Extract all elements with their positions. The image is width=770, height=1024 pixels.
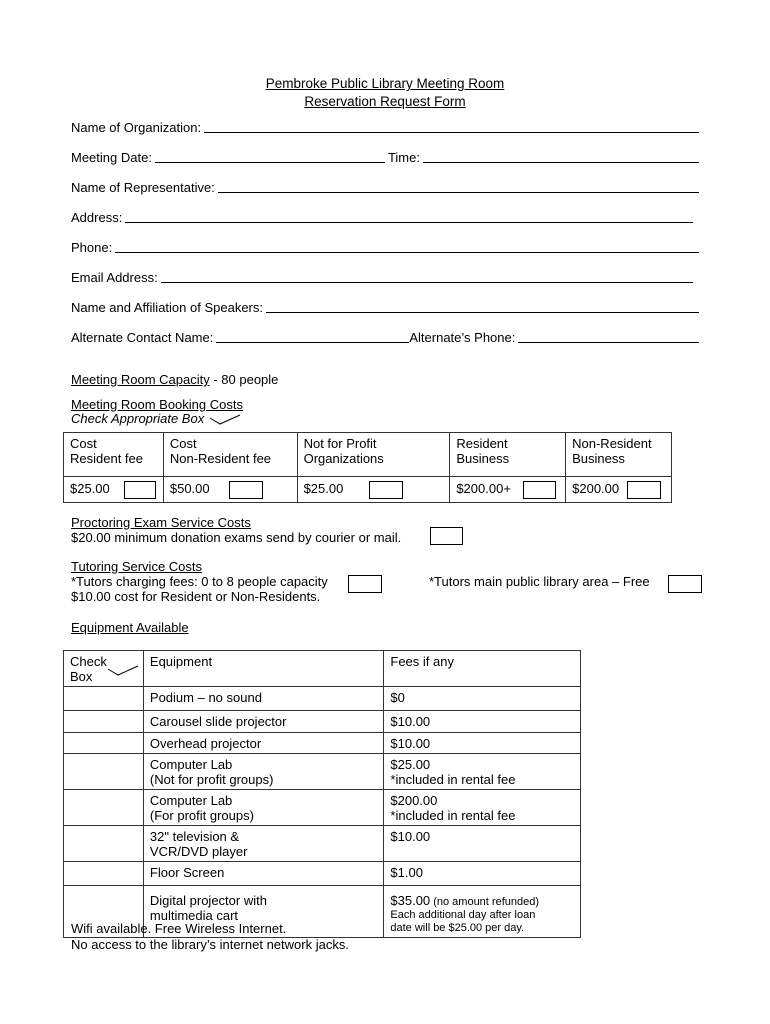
- equipment-fee-line2: Each additional day after loan: [390, 909, 536, 921]
- equipment-row-item: [143, 826, 383, 862]
- booking-col-5-line2: Business: [572, 451, 625, 466]
- booking-heading-block: [71, 398, 243, 426]
- alt-contact-label: Alternate Contact Name:: [71, 330, 214, 345]
- organization-field[interactable]: [71, 117, 699, 135]
- equipment-row-item: [143, 711, 383, 733]
- equipment-fee-line1: $1.00: [390, 865, 423, 880]
- equipment-item-line1: Carousel slide projector: [149, 714, 287, 729]
- equipment-header-equipment: Equipment: [143, 651, 383, 687]
- alt-contact-field[interactable]: [71, 327, 699, 345]
- booking-checkbox-non-resident-business[interactable]: [627, 481, 661, 499]
- address-field[interactable]: [71, 207, 693, 225]
- equipment-fee-line1: $25.00: [390, 757, 431, 772]
- booking-heading: Meeting Room Booking Costs: [71, 397, 243, 412]
- speakers-label: Name and Affiliation of Speakers:: [71, 300, 263, 315]
- equipment-item-line1: Computer Lab: [149, 793, 233, 808]
- booking-subheading-text: Check Appropriate Box: [71, 411, 205, 426]
- booking-checkbox-resident[interactable]: [124, 481, 156, 499]
- proctoring-checkbox[interactable]: [430, 527, 463, 545]
- equipment-header-check: [64, 651, 144, 687]
- equipment-fee-line1: $0: [390, 690, 405, 705]
- tutoring-fees-checkbox[interactable]: [348, 575, 382, 593]
- booking-subheading: [71, 412, 243, 426]
- tutoring-block: [71, 559, 328, 604]
- meeting-date-line[interactable]: [155, 149, 385, 163]
- equipment-row-item: [143, 754, 383, 790]
- equipment-item-line1: Podium – no sound: [149, 690, 262, 705]
- booking-col-2-line2: Non-Resident fee: [169, 451, 272, 466]
- equipment-header-check-line2: Box: [70, 669, 93, 684]
- equipment-row-fee: [384, 790, 581, 826]
- proctoring-block: [71, 515, 401, 545]
- email-line[interactable]: [161, 269, 693, 283]
- form-title: [0, 75, 770, 111]
- organization-line[interactable]: [204, 119, 699, 133]
- booking-price-1: $25.00: [64, 477, 164, 503]
- booking-col-4-line1: Resident: [456, 436, 508, 451]
- equipment-row-item: [143, 687, 383, 711]
- equipment-row-item: [143, 862, 383, 886]
- footer-notes: [71, 921, 349, 953]
- speakers-line[interactable]: [266, 299, 699, 313]
- booking-price-2: $50.00: [163, 477, 297, 503]
- equipment-item-line1: 32" television &: [149, 829, 240, 844]
- equipment-row-checkbox[interactable]: [64, 733, 144, 754]
- equipment-fee-line1: $10.00: [390, 736, 431, 751]
- booking-col-5-line1: Non-Resident: [572, 436, 652, 451]
- equipment-row-fee: [384, 826, 581, 862]
- proctoring-text: $20.00 minimum donation exams send by courier or mail.: [71, 530, 402, 545]
- capacity-label: Meeting Room Capacity: [71, 372, 210, 387]
- booking-price-3: $25.00: [297, 477, 450, 503]
- equipment-fee-line1: $200.00: [390, 793, 438, 808]
- equipment-row: [64, 733, 581, 754]
- booking-col-2: [163, 433, 297, 477]
- equipment-fee-line2: *included in rental fee: [390, 772, 516, 787]
- booking-col-1: [64, 433, 164, 477]
- booking-checkbox-non-resident[interactable]: [229, 481, 263, 499]
- checkmark-icon: [208, 414, 242, 426]
- booking-col-3-line1: Not for Profit: [303, 436, 377, 451]
- tutoring-free-checkbox[interactable]: [668, 575, 702, 593]
- equipment-fee-main: $35.00: [390, 893, 431, 908]
- title-line-1: Pembroke Public Library Meeting Room: [265, 76, 505, 91]
- equipment-row-fee: [384, 687, 581, 711]
- equipment-row-item: [143, 790, 383, 826]
- equipment-row-fee: [384, 862, 581, 886]
- tutoring-line2: $10.00 cost for Resident or Non-Residents.: [71, 589, 321, 604]
- equipment-fee-line1: $10.00: [390, 714, 431, 729]
- alt-phone-line[interactable]: [518, 329, 699, 343]
- booking-col-3: [297, 433, 450, 477]
- address-line[interactable]: [125, 209, 693, 223]
- phone-label: Phone:: [71, 240, 113, 255]
- equipment-fee-line1: $10.00: [390, 829, 431, 844]
- equipment-row-checkbox[interactable]: [64, 754, 144, 790]
- representative-label: Name of Representative:: [71, 180, 215, 195]
- equipment-row-checkbox[interactable]: [64, 687, 144, 711]
- title-line-2: Reservation Request Form: [304, 94, 466, 109]
- equipment-row: [64, 862, 581, 886]
- capacity-line: [71, 372, 278, 387]
- booking-col-2-line1: Cost: [169, 436, 197, 451]
- equipment-item-line2: (Not for profit groups): [149, 772, 274, 787]
- meeting-date-label: Meeting Date:: [71, 150, 152, 165]
- equipment-row: [64, 826, 581, 862]
- equipment-header-row: [64, 651, 581, 687]
- proctoring-heading: Proctoring Exam Service Costs: [71, 515, 251, 530]
- representative-line[interactable]: [218, 179, 699, 193]
- equipment-heading: Equipment Available: [71, 620, 189, 635]
- equipment-header-check-line1: Check: [70, 654, 107, 669]
- booking-price-5: $200.00: [566, 477, 672, 503]
- alt-phone-label: Alternate’s Phone:: [409, 330, 516, 345]
- equipment-row-fee: [384, 754, 581, 790]
- time-line[interactable]: [423, 149, 699, 163]
- equipment-fee-note: (no amount refunded): [430, 896, 540, 908]
- equipment-item-line1: Overhead projector: [149, 736, 262, 751]
- booking-col-1-line2: Resident fee: [70, 451, 143, 466]
- equipment-header-fees: Fees if any: [384, 651, 581, 687]
- equipment-row-fee: [384, 733, 581, 754]
- booking-col-3-line2: Organizations: [303, 451, 384, 466]
- equipment-fee-line2: *included in rental fee: [390, 808, 516, 823]
- equipment-row-item: [143, 733, 383, 754]
- representative-field[interactable]: [71, 177, 699, 195]
- equipment-row-checkbox[interactable]: [64, 826, 144, 862]
- alt-contact-line[interactable]: [216, 329, 409, 343]
- equipment-row-checkbox[interactable]: [64, 862, 144, 886]
- time-label: Time:: [387, 150, 420, 165]
- equipment-item-line2: VCR/DVD player: [149, 844, 248, 859]
- checkmark-icon: [106, 665, 140, 677]
- booking-checkbox-not-for-profit[interactable]: [369, 481, 403, 499]
- equipment-row-checkbox[interactable]: [64, 790, 144, 826]
- booking-col-5: [566, 433, 672, 477]
- booking-price-4: $200.00+: [450, 477, 566, 503]
- tutoring-line1: *Tutors charging fees: 0 to 8 people capacity: [71, 574, 328, 589]
- booking-checkbox-resident-business[interactable]: [523, 481, 556, 499]
- footer-line-2: No access to the library’s internet network jacks.: [71, 937, 349, 952]
- phone-line[interactable]: [115, 239, 699, 253]
- equipment-row-checkbox[interactable]: [64, 711, 144, 733]
- booking-col-1-line1: Cost: [70, 436, 97, 451]
- equipment-row: [64, 790, 581, 826]
- tutoring-free-text: *Tutors main public library area – Free: [429, 574, 650, 589]
- address-label: Address:: [71, 210, 123, 225]
- booking-col-4: [450, 433, 566, 477]
- equipment-row: [64, 687, 581, 711]
- equipment-item-line1: Floor Screen: [149, 865, 225, 880]
- equipment-row-fee: [384, 886, 581, 938]
- meeting-date-field[interactable]: [71, 147, 699, 165]
- booking-header-row: [64, 433, 672, 477]
- footer-line-1: Wifi available. Free Wireless Internet.: [71, 921, 287, 936]
- equipment-fee-line3: date will be $25.00 per day.: [390, 922, 525, 934]
- equipment-item-line1: Digital projector with: [149, 893, 267, 908]
- capacity-value: - 80 people: [209, 372, 279, 387]
- equipment-row-fee: [384, 711, 581, 733]
- email-label: Email Address:: [71, 270, 158, 285]
- tutoring-heading: Tutoring Service Costs: [71, 559, 203, 574]
- booking-col-4-line2: Business: [456, 451, 510, 466]
- speakers-field[interactable]: [71, 297, 699, 315]
- phone-field[interactable]: [71, 237, 699, 255]
- equipment-item-line2: multimedia cart: [149, 908, 239, 923]
- organization-label: Name of Organization:: [71, 120, 202, 135]
- equipment-table: [63, 650, 581, 938]
- email-field[interactable]: [71, 267, 693, 285]
- equipment-item-line2: (For profit groups): [149, 808, 254, 823]
- equipment-row: [64, 754, 581, 790]
- equipment-row: [64, 711, 581, 733]
- equipment-item-line1: Computer Lab: [149, 757, 233, 772]
